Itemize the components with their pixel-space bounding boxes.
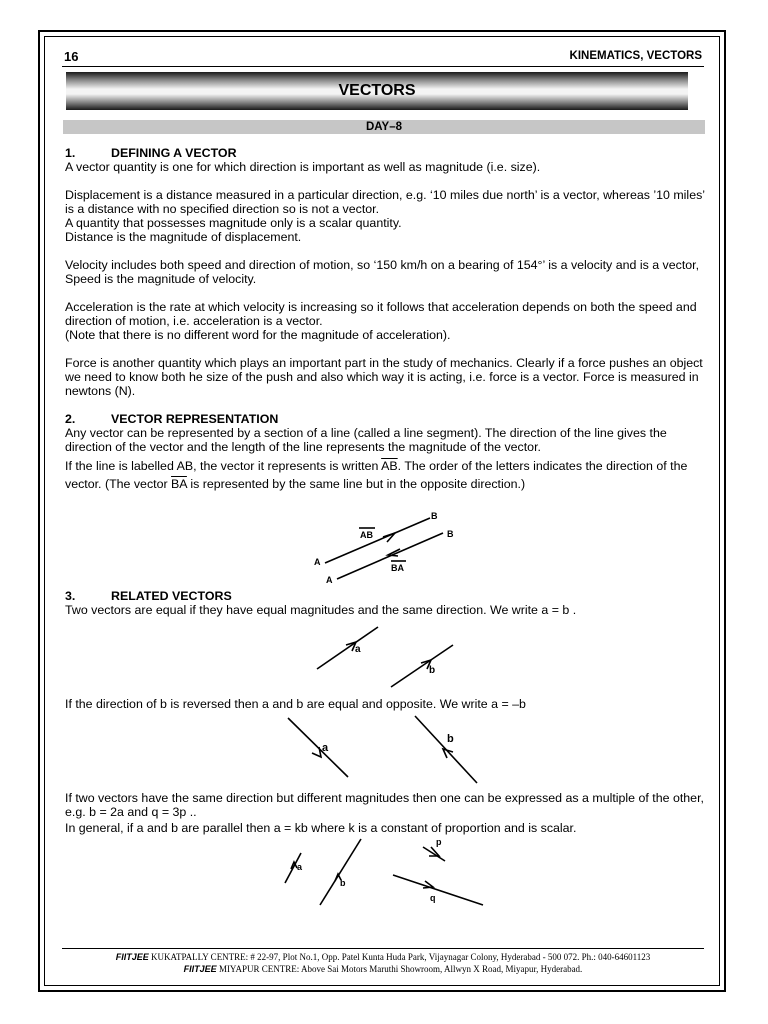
paragraph: If the direction of b is reversed then a and b are equal and opposite. We write a = –b — [65, 697, 526, 711]
figure-ab-ba — [65, 493, 705, 589]
figure-equal-vectors — [65, 617, 705, 697]
arrow-a — [312, 747, 321, 757]
vector-p — [423, 847, 445, 861]
page-number: 16 — [64, 49, 79, 64]
figure-opposite-vectors — [65, 711, 705, 791]
vector-ba-notation: $\overline{BA}$ — [171, 477, 187, 491]
paragraph: Acceleration is the rate at which velocity is increasing so it follows that acceleration depends on both the speed and direction of motion, i.e. acceleration is a vector. — [65, 300, 697, 328]
figure-parallel-vectors — [65, 835, 705, 915]
equation: a = b — [541, 603, 570, 617]
section-3-heading: 3. RELATED VECTORS — [65, 589, 232, 603]
arrow-q — [423, 881, 433, 888]
chapter-title: KINEMATICS, VECTORS — [569, 50, 702, 62]
vector-b — [320, 839, 361, 905]
label-a: a — [355, 644, 361, 655]
content-body — [65, 146, 705, 915]
paragraph: Any vector can be represented by a section of a line (called a line segment). The direction of the line gives the direction of the vector and the length of the line represents the magnitude of the vector. — [65, 426, 667, 454]
footer — [62, 948, 704, 975]
label-a1: A — [314, 557, 321, 567]
vector-q — [393, 875, 483, 905]
section-1-heading: 1. DEFINING A VECTOR — [65, 146, 237, 160]
title-banner — [66, 72, 688, 110]
label-b: b — [340, 878, 346, 888]
paragraph: A vector quantity is one for which direction is important as well as magnitude (i.e. size). — [65, 160, 541, 174]
line-ab — [325, 518, 430, 563]
vector-ab-notation: $\overline{AB}$ — [381, 459, 398, 473]
running-header — [62, 48, 704, 67]
label-ab: AB — [360, 530, 373, 540]
paragraph: In general, if a and b are parallel then a = kb where k is a constant of proportion and is scalar. — [65, 821, 577, 835]
paragraph: Distance is the magnitude of displacement. — [65, 230, 302, 244]
label-b: b — [447, 733, 454, 745]
vector-a — [288, 718, 348, 777]
brand-logo: FIITJEE — [183, 964, 217, 974]
label-q: q — [430, 893, 436, 903]
vector-a — [317, 627, 378, 669]
paragraph: Two vectors are equal if they have equal magnitudes and the same direction. We write a = b . — [65, 603, 577, 617]
equation: q = 3p — [151, 805, 187, 819]
footer-line-2: FIITJEE MIYAPUR CENTRE: Above Sai Motors Maruthi Showroom, Allwyn X Road, Miyapur, Hyderabad. — [183, 964, 583, 974]
arrow-b — [443, 749, 453, 758]
label-b: b — [429, 665, 436, 676]
paragraph: If the line is labelled AB, the vector it represents is written $\overline{AB}$. The order of the letters indicates the direction of the vector. (The vector $\overline{BA}$ is represented by the same line but in the opposite direction.) — [65, 459, 688, 491]
vector-b — [391, 645, 453, 687]
label-a: a — [322, 742, 329, 754]
paragraph: A quantity that possesses magnitude only is a scalar quantity. — [65, 216, 402, 230]
brand-logo: FIITJEE — [115, 952, 149, 962]
equation: a = kb — [273, 821, 308, 835]
equation: a = –b — [491, 697, 526, 711]
label-b1: B — [431, 511, 438, 521]
paragraph: (Note that there is no different word for the magnitude of acceleration). — [65, 328, 451, 342]
equation: b = 2a — [89, 805, 124, 819]
label-a: a — [297, 862, 303, 872]
label-p: p — [436, 837, 442, 847]
day-label: DAY–8 — [365, 121, 403, 133]
day-banner — [63, 120, 705, 134]
label-a2: A — [326, 575, 333, 585]
paragraph: Velocity includes both speed and direction of motion, so ‘150 km/h on a bearing of 154°’ is a velocity and is a vector, Speed is the magnitude of velocity. — [65, 258, 700, 286]
paragraph: Displacement is a distance measured in a particular direction, e.g. ‘10 miles due north’ is a vector, whereas ’10 miles’ is a distance with no specified direction so is not a vector. — [65, 188, 705, 216]
section-2-heading: 2. VECTOR REPRESENTATION — [65, 412, 279, 426]
page-title: VECTORS — [338, 82, 416, 99]
footer-line-1: FIITJEE KUKATPALLY CENTRE: # 22-97, Plot No.1, Opp. Patel Kunta Huda Park, Vijaynagar Colony, Hyderabad - 500 072. Ph.: 040-64601123 — [115, 952, 651, 962]
label-ba: BA — [391, 563, 404, 573]
label-b2: B — [447, 529, 454, 539]
paragraph: If two vectors have the same direction but different magnitudes then one can be expressed as a multiple of the other, e.g. b = 2a and q = 3p .. — [65, 791, 704, 819]
paragraph: Force is another quantity which plays an important part in the study of mechanics. Clearly if a force pushes an object we need to know both he size of the push and also which way it is acting, i.e. force is a vector. Force is measured in newtons (N). — [65, 356, 703, 398]
